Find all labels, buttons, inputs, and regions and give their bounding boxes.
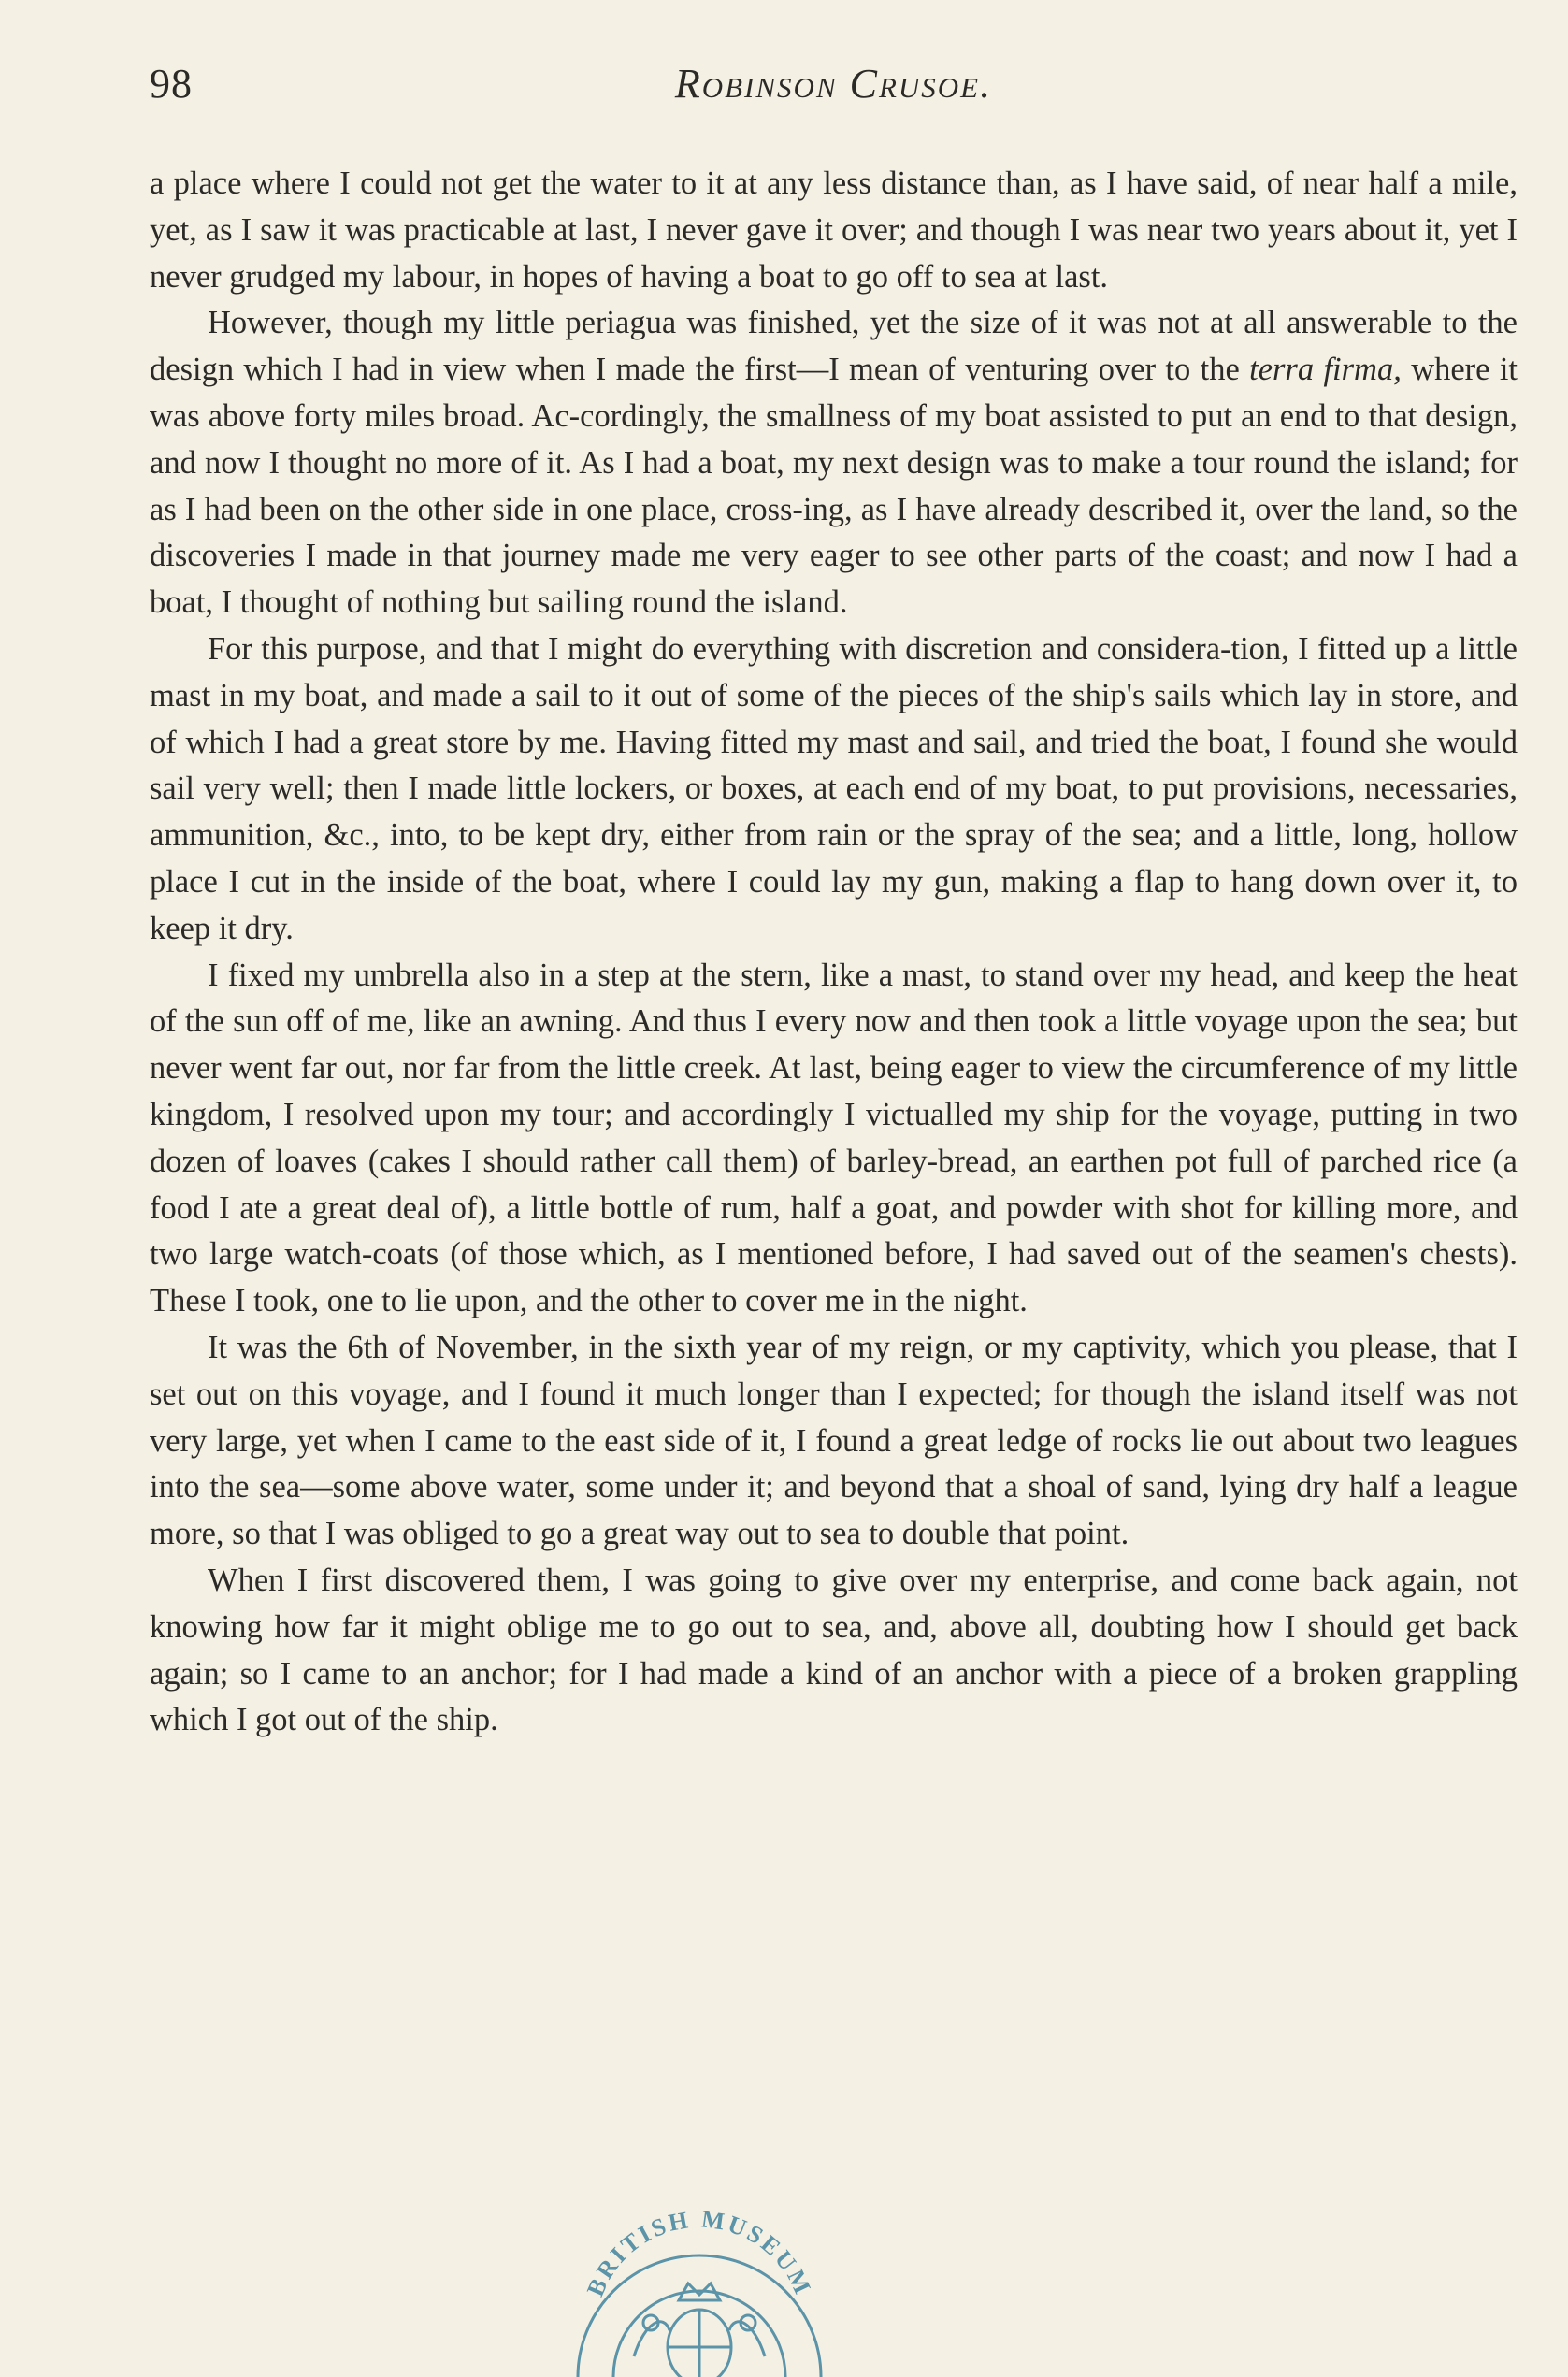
running-title: Robinson Crusoe. (674, 61, 993, 107)
paragraph-3 (150, 627, 1518, 953)
body-text (150, 161, 1518, 1744)
page-header (150, 56, 1518, 122)
page-number: 98 (150, 61, 193, 107)
library-stamp (559, 2190, 840, 2377)
stamp-text: BRITISH MUSEUM (581, 2205, 818, 2300)
text-run: a place where I could not get the water to it at any less distance than, as I have said, of near half a mile, yet, as I saw it was practicable at last, I never gave it over; and though I was near two years about it, yet I never grudged my labour, in hopes of having a boat to go off to sea at last. (150, 166, 1518, 295)
text-run: I fixed my umbrella also in a step at the stern, like a mast, to stand over my head, and keep the heat of the sun off of me, like an awning. And thus I every now and then took a little voyage upon the sea; but never went far out, nor far from the little creek. At last, being eager to view the circumference of my little kingdom, I resolved upon my tour; and accordingly I victualled my ship for the voyage, putting in two dozen of loaves (cakes I should rather call them) of barley-bread, an earthen pot full of parched rice (a food I ate a great deal of), a little bottle of rum, half a goat, and powder with shot for killing more, and two large watch-coats (of those which, as I mentioned before, I had saved out of the seamen's chests). These I took, one to lie upon, and the other to cover me in the night. (150, 957, 1518, 1319)
paragraph-4 (150, 953, 1518, 1325)
text-run: When I first discovered them, I was going to give over my enterprise, and come back again, not knowing how far it might oblige me to go out to sea, and, above all, doubting how I should get back again; so I came to an anchor; for I had made a kind of an anchor with a piece of a broken grappling which I got out of the ship. (150, 1562, 1518, 1738)
text-run: where it was above forty miles broad. Ac-cordingly, the smallness of my boat assisted to put an end to that design, and now I thought no more of it. As I had a boat, my next design was to make a tour round the island; for as I had been on the other side in one place, cross-ing, as I have already described it, over the land, so the discoveries I made in that journey made me very eager to see other parts of the coast; and now I had a boat, I thought of nothing but sailing round the island. (150, 352, 1518, 621)
book-page (150, 56, 1518, 1744)
paragraph-2 (150, 300, 1518, 627)
text-run: However, though my little periagua was finished, yet the size of it was not at all answerable to the design which I had in view when I made the first—I mean of venturing over to the (150, 305, 1518, 388)
text-run: It was the 6th of November, in the sixth year of my reign, or my captivity, which you please, that I set out on this voyage, and I found it much longer than I expected; for though the island itself was not very large, yet when I came to the east side of it, I found a great ledge of rocks lie out about two leagues into the sea—some above water, some under it; and beyond that a shoal of sand, lying dry half a league more, so that I was obliged to go a great way out to sea to double that point. (150, 1329, 1518, 1552)
paragraph-5 (150, 1325, 1518, 1558)
paragraph-6 (150, 1558, 1518, 1744)
paragraph-1 (150, 161, 1518, 300)
italic-phrase: terra firma, (1249, 352, 1402, 388)
text-run: For this purpose, and that I might do everything with discretion and considera-tion, I fitted up a little mast in my boat, and made a sail to it out of some of the pieces of the ship's sails which lay in store, and of which I had a great store by me. Having fitted my mast and sail, and tried the boat, I found she would sail very well; then I made little lockers, or boxes, at each end of my boat, to put provisions, necessaries, ammunition, &c., into, to be kept dry, either from rain or the spray of the sea; and a little, long, hollow place I cut in the inside of the boat, where I could lay my gun, making a flap to hang down over it, to keep it dry. (150, 630, 1518, 946)
